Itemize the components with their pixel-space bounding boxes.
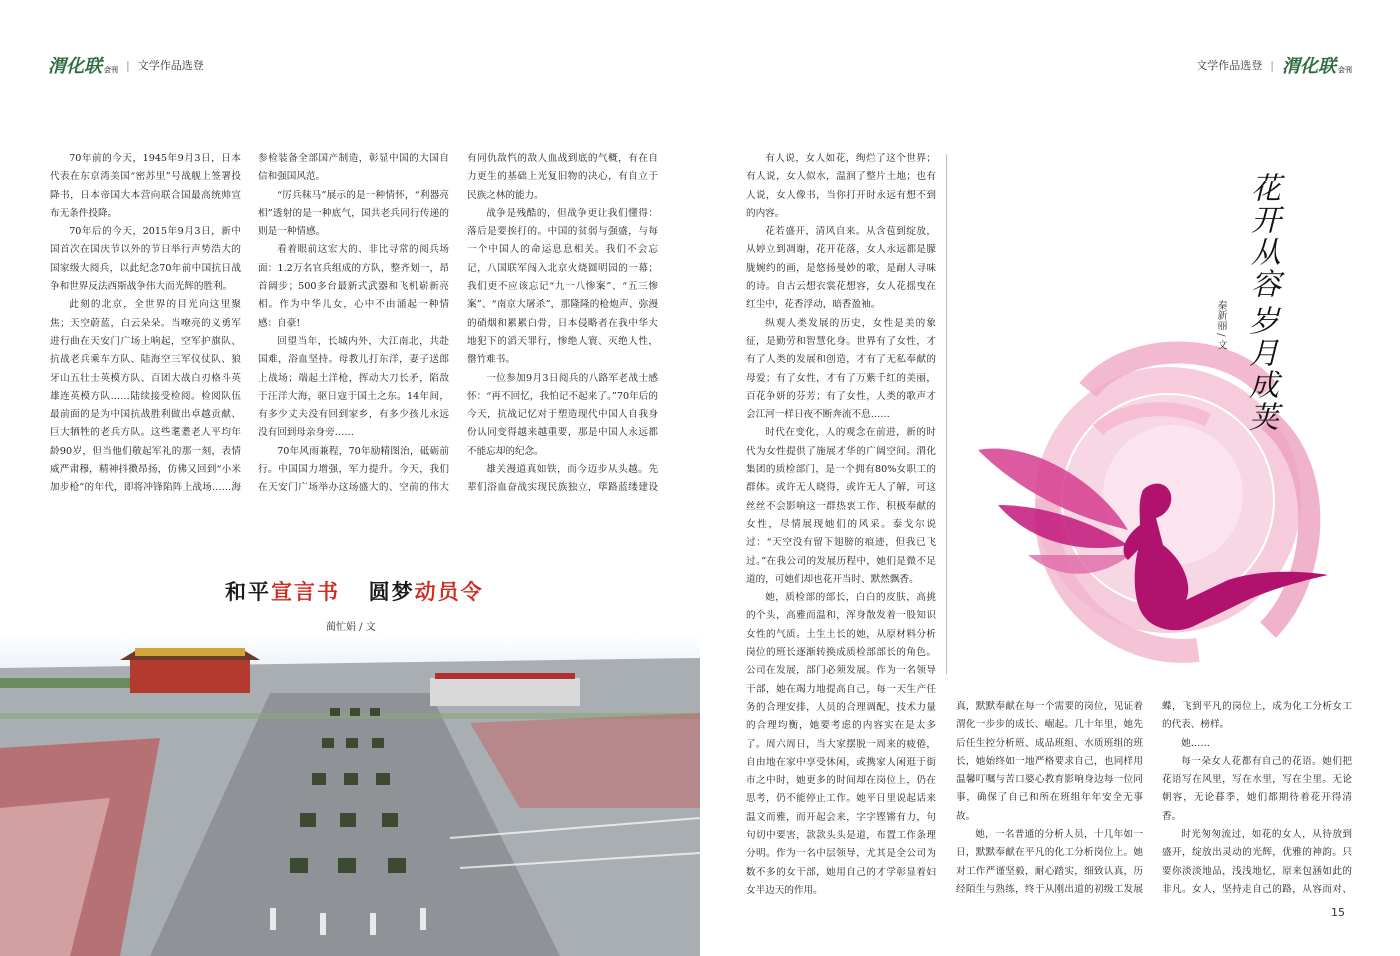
paragraph: 70年前的今天，1945年9月3日，日本代表在东京湾美国“密苏里”号战舰上签署投降书，日本帝国大本营向联合国最高统帅宣布无条件投降。	[50, 153, 241, 219]
paragraph: 真，默默奉献在每一个需要的岗位，见证着渭化一步步的成长、崛起。几十年里，她先后任生控分析班、成品班组、水质班组的班长，她始终如一地严格要求自己，也同样用温馨叮嘱与苦口婆心教育影响身边每一位同事，确保了自己和所在班组年年安全无事故。	[956, 701, 1143, 822]
paragraph: 70年后的今天，2015年9月3日，新中国首次在国庆节以外的节日举行声势浩大的国家级大阅兵，以此纪念70年前中国抗日战争和世界反法西斯战争伟大而光辉的胜利。	[50, 226, 241, 293]
article2-column-2	[956, 698, 1143, 900]
article2-column-1	[746, 150, 936, 900]
article1-title: 和平宣言书 圆梦动员令	[225, 580, 484, 604]
paragraph: 时代在变化，人的观念在前进，新的时代为女性提供了施展才华的广阔空间。渭化集团的质检部门，是一个拥有80%女职工的群体。或许无人晓得，或许无人了解，可这丝丝不会影响这一群热衷工作、积极奉献的女性，尽情展现她们的风采。泰戈尔说过：“天空没有留下翅膀的痕迹，但我已飞过。”在我公司的发展历程中，她们是微不足道的，可她们却也花开当时、默然飘香。	[746, 427, 936, 585]
paragraph: 时光匆匆流过，如花的女人，从待放到盛开，绽放出灵动的光辉，优雅的神韵。只要你淡淡地品，浅浅地忆，原来包涵如此的非凡。女人，坚持走自己的路，从容而对、	[1162, 829, 1352, 895]
header-section: 文学作品选登	[137, 59, 204, 72]
paragraph: 70年风雨兼程，70年励精图治，砥砺前行。中国国力增强，军力提升。今天，我们在天安门广场举办这场盛大的、空前的伟大	[258, 445, 449, 494]
paragraph: 雄关漫道真如铁，而今迈步从头越。先辈们浴血奋战实现民族独立，筚路蓝缕建设	[467, 464, 658, 494]
paragraph: 此刻的北京，全世界的目光向这里聚焦；天空蔚蓝，白云朵朵。当嘹亮的义勇军进行曲在天安门广场上响起，空军护旗队、抗战老兵乘车方队、陆海空三军仪仗队、狼牙山五壮士英模方队、百团大战白刃格斗英雄连英模方队……陆续接受检阅。检阅队伍最前面的是为中国抗战胜利做出卓越贡献、巨大牺牲的老兵方队。这些耄耋老人平均年龄90岁，但当他们敬起军礼的那一刻，表情威严肃穆，精神抖擞昂扬，仿佛又回到“小米加步枪”的年代，即将冲锋陷阵上战场……海	[50, 299, 241, 494]
paragraph: 她，一名普通的分析人员，十几年如一日，默默奉献在平凡的化工分析岗位上。她对工作严谨坚毅，耐心踏实，细致认真，历经陌生与熟练，终于从刚出道的初级工发展	[956, 829, 1143, 895]
rose-fairy-illustration	[968, 330, 1348, 690]
paragraph: 每一朵女人花都有自己的花语。她们把花语写在风里，写在水里，写在尘里。无论朝容，无论暮季，她们都期待着花开得清香。	[1162, 755, 1352, 822]
paragraph: 一位参加9月3日阅兵的八路军老战士感怀：“再不回忆，我怕记不起来了。”70年后的今天，抗战记忆对于塑造现代中国人自我身份认同变得越来越重要，那是中国人永远都不能忘却的纪念。	[467, 372, 658, 457]
header-left	[48, 52, 204, 78]
brand-logo: 渭化联 会刊	[48, 56, 118, 77]
paragraph: 看着眼前这宏大的、非比寻常的阅兵场面：1.2万名官兵组成的方队，整齐划一，昂首阔步；500多台最新式武器和飞机崭新亮相。作为中华儿女，心中不由涌起一种情感：自豪!	[258, 244, 449, 329]
article1-column-3	[467, 150, 658, 495]
article2-byline: 秦新丽 / 文	[1215, 300, 1226, 350]
article1-byline: 蔺忙娟 / 文	[326, 622, 376, 633]
paragraph: 参检装备全部国产制造，彰显中国的大国自信和强国风范。	[258, 153, 449, 183]
paragraph: 花若盛开，清风自来。从含苞到绽放，从婷立到凋谢，花开花落，女人永远都是朦胧婉约的画，是悠扬曼妙的歌，是耐人寻味的诗。自古云想衣裳花想容，女人花摇曳在红尘中，花香浮动，暗香盈袖。	[746, 226, 936, 311]
article1-column-1	[50, 150, 241, 495]
paragraph: “厉兵秣马”展示的是一种情怀，“利器亮相”透射的是一种底气，国共老兵同行传递的则是一种情感。	[258, 189, 449, 238]
paragraph: 蝶，飞到平凡的岗位上，成为化工分析女工的代表、榜样。	[1162, 701, 1352, 731]
brand-logo: 渭化联 会刊	[1282, 56, 1352, 77]
article2-title-line2: 岁月成荚	[1243, 305, 1278, 433]
paragraph: 有同仇敌忾的敌人血战到底的气概，有在自力更生的基础上光复旧物的决心，有自立于民族之林的能力。	[467, 153, 658, 201]
header-divider: |	[1270, 58, 1274, 72]
paragraph: 纵观人类发展的历史，女性是美的象征，是勤劳和智慧化身。世界有了女性，才有了人类的发展和创造，才有了无私奉献的母爱；有了女性，才有了万紫千红的美丽，百花争妍的芬芳；有了女性，人类的歌声才会江河一样日夜不断奔流不息……	[746, 317, 936, 421]
column-divider-line	[946, 154, 947, 674]
paragraph: 她，质检部的部长，白白的皮肤，高挑的个头，高雅而温和，浑身散发着一股知识女性的气质。土生土长的她，从原材料分析岗位的班长逐渐转换成质检部部长的角色。公司在发展，部门必须发展。作为一名领导干部，她在竭力地提高自己，每一天生产任务的合理安排，人员的合理调配，技术力量的合理均衡，她要考虑的内容实在是太多了。周六周日，当大家摆脱一周来的疲倦，自由地在家中享受休闲，或携家人闲逛于街市之中时，她更多的时间却在岗位上，仍在思考，仍不能停止工作。她平日里说起话来温文而雅，而开起会来，字字铿锵有力，句句切中要害，款款头头是道，布置工作条理分明。作为一名中层领导，尤其是全公司为数不多的女干部，她用自己的才学彰显着妇女半边天的作用。	[746, 592, 936, 896]
paragraph: 有人说，女人如花，绚烂了这个世界；有人说，女人似水，温润了整片土地；也有人说，女人像书，当你打开时永远有想不到的内容。	[746, 153, 936, 219]
header-right	[1196, 52, 1352, 78]
article1-column-2	[258, 150, 449, 495]
paragraph: 她……	[1181, 737, 1210, 749]
page-number: 15	[1331, 906, 1345, 919]
article2-title-line1: 花开从容	[1245, 172, 1280, 300]
paragraph: 回望当年，长城内外，大江南北，共赴国难，浴血坚持。母教儿打东洋，妻子送郎上战场；端起土洋枪，挥动大刀长矛，陷敌于汪洋大海，驱日寇于国土之东。14年间，有多少丈夫没有回到家乡，有多少孩儿永远没有回到母亲身旁……	[258, 335, 449, 439]
header-section: 文学作品选登	[1196, 59, 1263, 72]
article2-column-3	[1162, 698, 1352, 900]
header-divider: |	[126, 58, 130, 72]
paragraph: 战争是残酷的，但战争更让我们懂得：落后是要挨打的。中国的贫弱与强盛，与每一个中国人的命运息息相关。我们不会忘记，八国联军闯入北京火烧圆明园的一幕；我们更不应该忘记“九一八惨案”、“五三惨案”、“南京大屠杀”，那隆隆的枪炮声、弥漫的硝烟和累累白骨，日本侵略者在我中华大地犯下的滔天罪行，惨绝人寰、灭绝人性，罄竹难书。	[467, 207, 658, 366]
